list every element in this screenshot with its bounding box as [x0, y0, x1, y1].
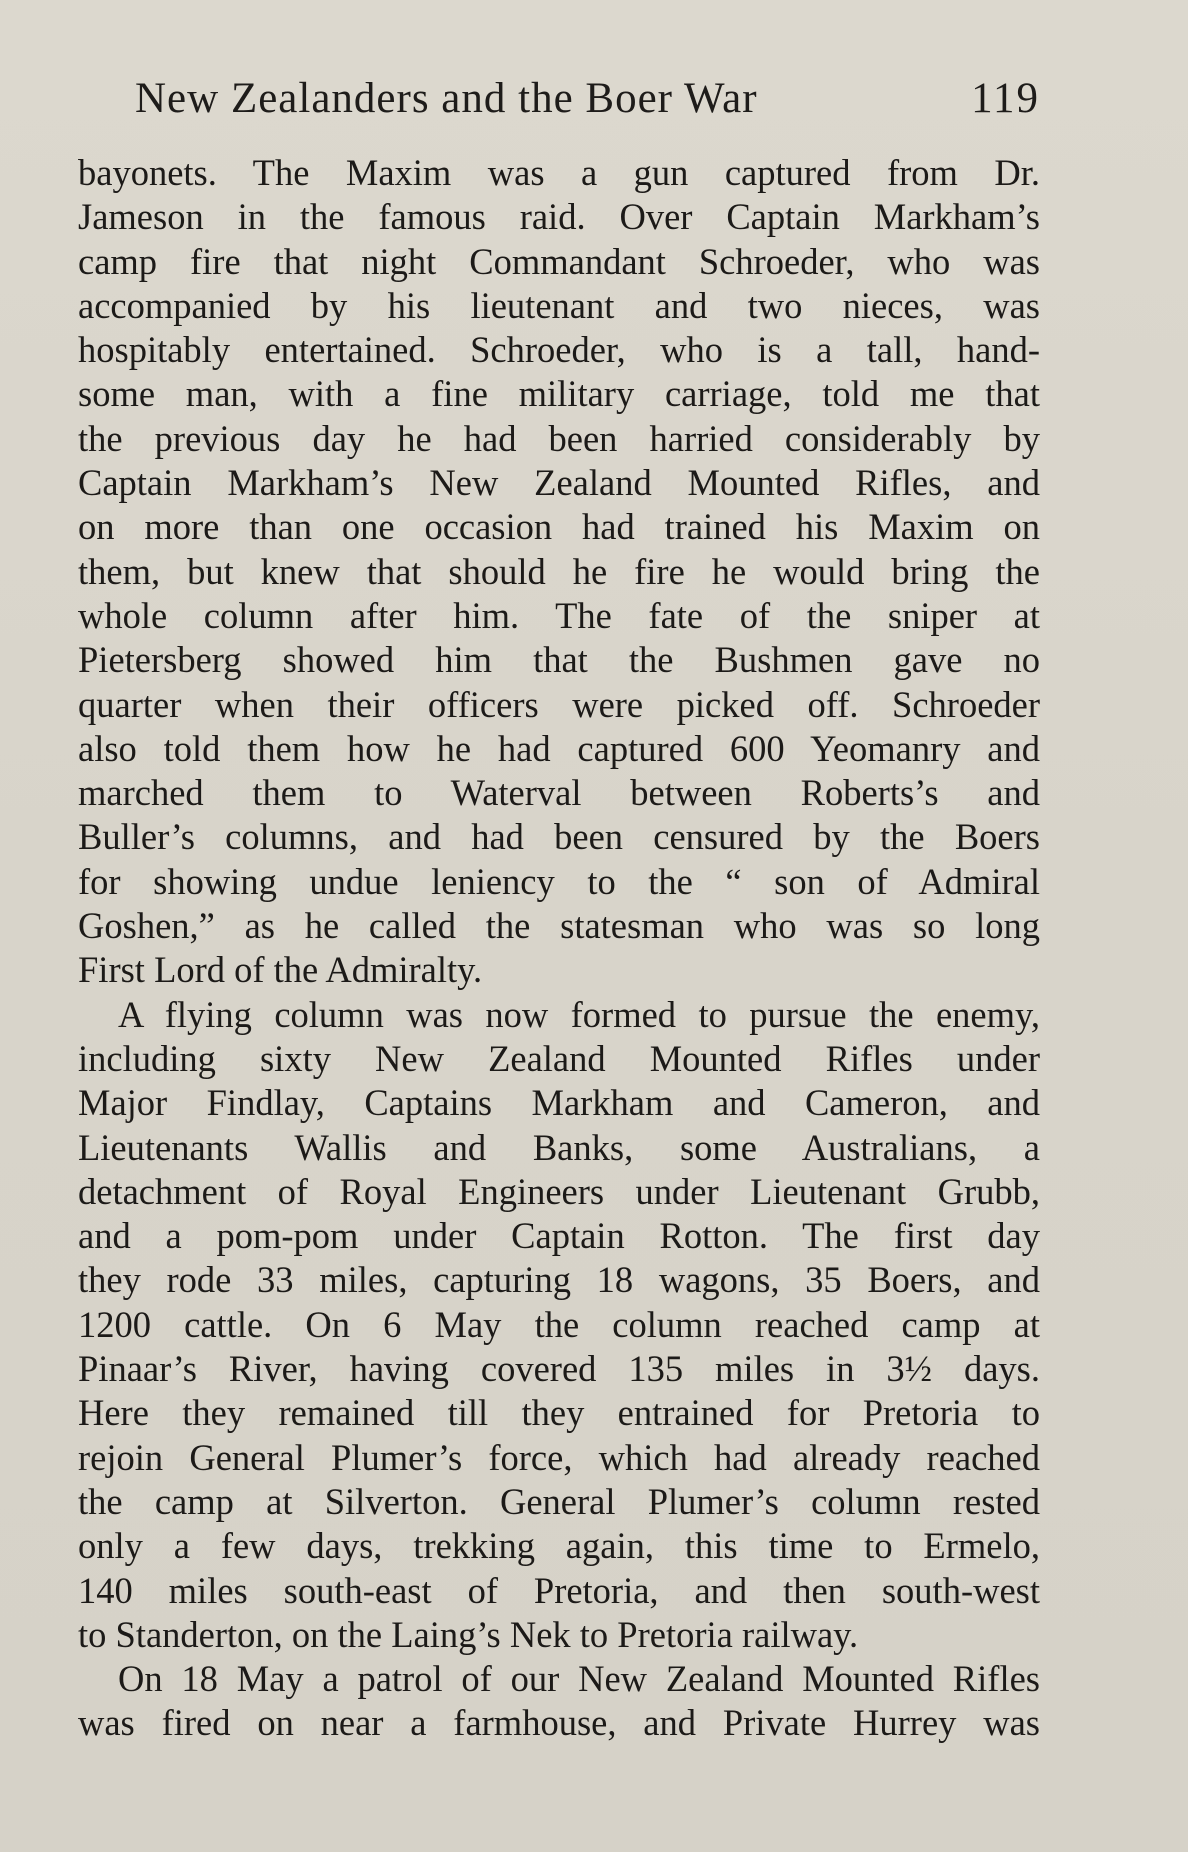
text-line: Captain Markham’s New Zealand Mounted Rifles, and — [78, 462, 1040, 504]
text-line: whole column after him. The fate of the sniper at — [78, 594, 1040, 636]
text-line: camp fire that night Commandant Schroeder, who was — [78, 240, 1040, 282]
text-line: A flying column was now formed to pursue the enemy, — [118, 993, 1040, 1035]
text-line: them, but knew that should he fire he would bring the — [78, 550, 1040, 592]
text-line: Lieutenants Wallis and Banks, some Australians, a — [78, 1126, 1040, 1168]
text-line: quarter when their officers were picked off. Schroeder — [78, 683, 1040, 725]
text-line: on more than one occasion had trained his Maxim on — [78, 506, 1040, 548]
text-line: First Lord of the Admiralty. — [78, 949, 483, 991]
text-line: 1200 cattle. On 6 May the column reached camp at — [78, 1303, 1040, 1345]
text-line: 140 miles south-east of Pretoria, and then south-west — [78, 1569, 1040, 1611]
page-number: 119 — [971, 75, 1040, 122]
text-line: bayonets. The Maxim was a gun captured from Dr. — [78, 152, 1040, 193]
text-line: including sixty New Zealand Mounted Rifles under — [78, 1037, 1040, 1079]
text-line: Here they remained till they entrained for Pretoria to — [78, 1392, 1040, 1434]
text-line: Goshen,” as he called the statesman who was so long — [78, 905, 1040, 947]
text-line: the camp at Silverton. General Plumer’s column rested — [78, 1480, 1040, 1522]
text-line: Major Findlay, Captains Markham and Cameron, and — [78, 1082, 1040, 1124]
text-line: On 18 May a patrol of our New Zealand Mounted Rifles — [118, 1658, 1040, 1700]
body-text — [78, 151, 1040, 1746]
text-line: also told them how he had captured 600 Yeomanry and — [78, 727, 1040, 769]
text-line: accompanied by his lieutenant and two nieces, was — [78, 284, 1040, 326]
running-head — [135, 74, 1040, 134]
text-line: Jameson in the famous raid. Over Captain Markham’s — [78, 196, 1040, 238]
text-line: hospitably entertained. Schroeder, who is a tall, hand- — [78, 329, 1040, 371]
text-line: for showing undue leniency to the “ son of Admiral — [78, 860, 1040, 902]
text-line: was fired on near a farmhouse, and Private Hurrey was — [78, 1702, 1040, 1744]
text-line: and a pom-pom under Captain Rotton. The first day — [78, 1215, 1040, 1257]
running-title: New Zealanders and the Boer War — [135, 75, 758, 122]
text-line: some man, with a fine military carriage, told me that — [78, 373, 1040, 415]
text-line: rejoin General Plumer’s force, which had already reached — [78, 1436, 1040, 1478]
text-line: the previous day he had been harried considerably by — [78, 417, 1040, 459]
text-line: Buller’s columns, and had been censured by the Boers — [78, 816, 1040, 858]
text-line: marched them to Waterval between Roberts’s and — [78, 772, 1040, 814]
text-line: only a few days, trekking again, this time to Ermelo, — [78, 1525, 1040, 1567]
text-line: Pietersberg showed him that the Bushmen gave no — [78, 639, 1040, 681]
text-line: to Standerton, on the Laing’s Nek to Pretoria railway. — [78, 1613, 859, 1655]
text-line: they rode 33 miles, capturing 18 wagons, 35 Boers, and — [78, 1259, 1040, 1301]
text-line: detachment of Royal Engineers under Lieutenant Grubb, — [78, 1170, 1040, 1212]
text-line: Pinaar’s River, having covered 135 miles in 3½ days. — [78, 1348, 1040, 1390]
